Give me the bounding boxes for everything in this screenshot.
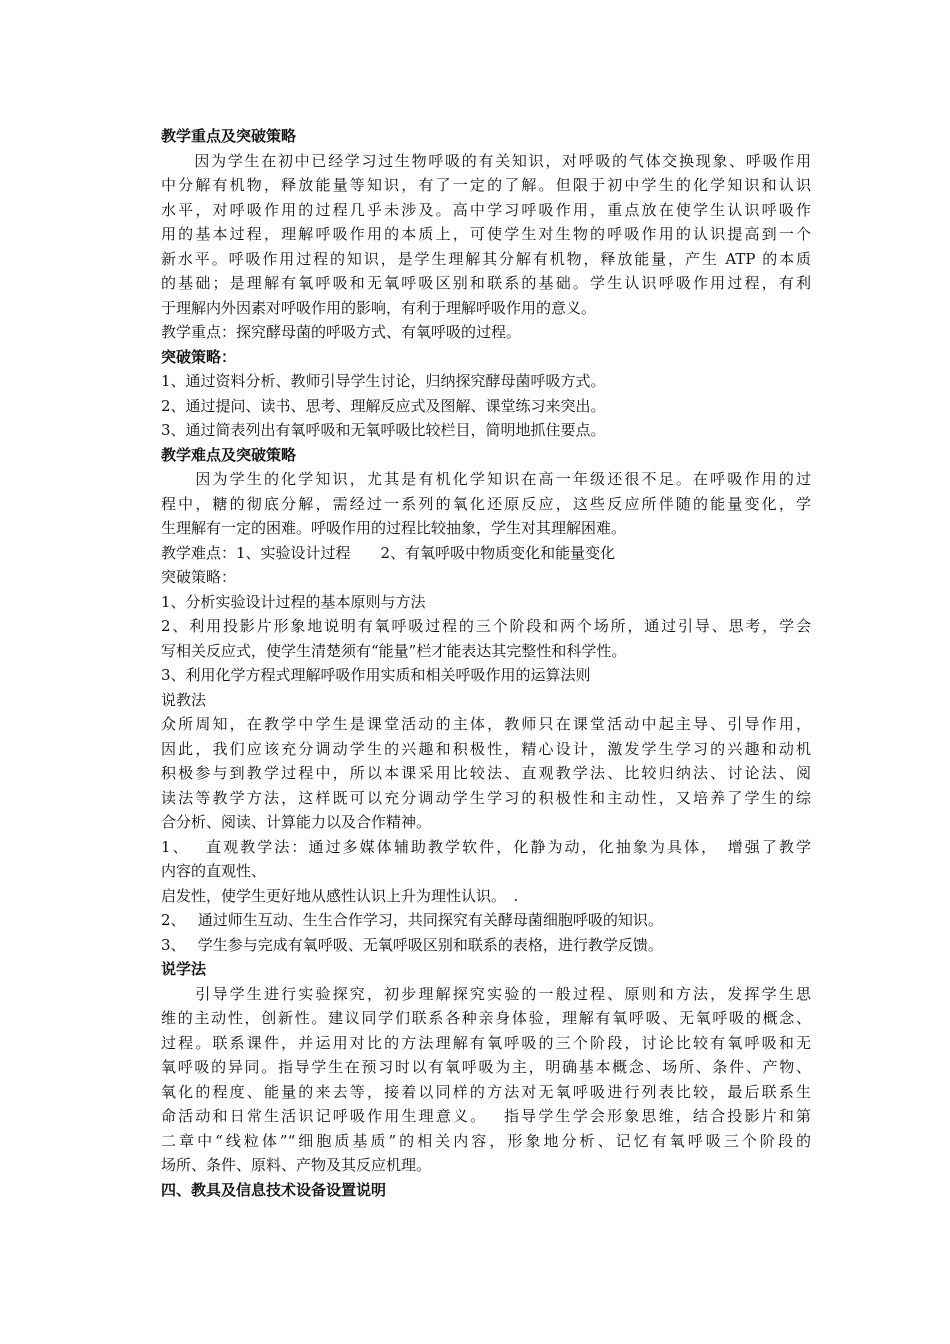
text-line: 突破策略： [161,568,237,586]
text-line: 教学难点：1、实验设计过程 2、有氧呼吸中物质变化和能量变化 [161,543,616,562]
text-line: 生理解有一定的困难。呼吸作用的过程比较抽象，学生对其理解困难。 [161,519,627,537]
text-line: 氧呼吸的异同。指导学生在预习时以有氧呼吸为主，明确基本概念、场所、条件、产物、 [161,1058,811,1076]
text-line: 过程。联系课件，并运用对比的方法理解有氧呼吸的三个阶段，讨论比较有氧呼吸和无 [161,1033,811,1052]
text-line: 因为学生的化学知识，尤其是有机化学知识在高一年级还很不足。在呼吸作用的过 [161,470,811,488]
text-line: 写相关反应式，使学生清楚须有“能量”栏才能表达其完整性和科学性。 [161,641,627,660]
text-line: 命活动和日常生活识记呼吸作用生理意义。 指导学生学会形象思维，结合投影片和第 [161,1107,811,1125]
section-heading: 教学重点及突破策略 [161,127,297,145]
section-heading: 说学法 [161,960,207,978]
text-line: 2、利用投影片形象地说明有氧呼吸过程的三个阶段和两个场所，通过引导、思考，学会 [161,617,811,635]
document-body [161,124,811,1202]
text-line: 1、 直观教学法：通过多媒体辅助教学软件，化静为动，化抽象为具体， 增强了教学 [161,837,811,856]
text-line: 1、分析实验设计过程的基本原则与方法 [161,592,426,611]
section-heading: 教学难点及突破策略 [161,445,297,464]
text-line: 合分析、阅读、计算能力以及合作精神。 [161,813,432,831]
text-line: 中分解有机物，释放能量等知识，有了一定的了解。但限于初中学生的化学知识和认识 [161,176,811,194]
text-line: 3、 学生参与完成有氧呼吸、无氧呼吸区别和联系的表格，进行教学反馈。 [161,935,663,954]
text-line: 于理解内外因素对呼吸作用的影响，有利于理解呼吸作用的意义。 [161,298,597,317]
text-line: 说教法 [161,690,207,709]
text-line: 3、利用化学方程式理解呼吸作用实质和相关呼吸作用的运算法则 [161,666,591,684]
text-line: 的基础；是理解有氧呼吸和无氧呼吸区别和联系的基础。学生认识呼吸作用过程，有利 [161,274,811,292]
text-line: 场所、条件、原料、产物及其反应机理。 [161,1156,432,1174]
text-line: 积极参与到教学过程中，所以本课采用比较法、直观教学法、比较归纳法、讨论法、阅 [161,764,811,782]
text-line: 维的主动性，创新性。建议同学们联系各种亲身体验，理解有氧呼吸、无氧呼吸的概念、 [161,1009,811,1027]
text-line: 水平，对呼吸作用的过程几乎未涉及。高中学习呼吸作用，重点放在使学生认识呼吸作 [161,200,811,219]
text-line: 氧化的程度、能量的来去等，接着以同样的方法对无氧呼吸进行列表比较，最后联系生 [161,1082,811,1101]
text-line: 众所周知，在教学中学生是课堂活动的主体，教师只在课堂活动中起主导、引导作用， [161,715,811,733]
text-line: 内容的直观性、 [161,862,267,880]
text-line: 2、通过提问、读书、思考、理解反应式及图解、课堂练习来突出。 [161,396,606,415]
text-line: 因此，我们应该充分调动学生的兴趣和积极性，精心设计，激发学生学习的兴趣和动机 [161,739,811,758]
section-heading: 突破策略： [161,347,237,366]
text-line: 因为学生在初中已经学习过生物呼吸的有关知识，对呼吸的气体交换现象、呼吸作用 [161,151,811,170]
text-line: 二章中“线粒体”“细胞质基质”的相关内容，形象地分析、记忆有氧呼吸三个阶段的 [161,1131,811,1150]
text-line: 2、 通过师生互动、生生合作学习，共同探究有关酵母菌细胞呼吸的知识。 [161,911,663,929]
text-line: 引导学生进行实验探究，初步理解探究实验的一般过程、原则和方法，发挥学生思 [161,984,811,1003]
text-line: 用的基本过程，理解呼吸作用的本质上，可使学生对生物的呼吸作用的认识提高到一个 [161,225,811,243]
text-line: 读法等教学方法，这样既可以充分调动学生学习的积极性和主动性，又培养了学生的综 [161,788,811,807]
text-line: 程中，糖的彻底分解，需经过一系列的氧化还原反应，这些反应所伴随的能量变化，学 [161,494,811,513]
text-line: 教学重点：探究酵母菌的呼吸方式、有氧呼吸的过程。 [161,323,522,341]
section-heading: 四、教具及信息技术设备设置说明 [161,1180,387,1199]
text-line: 启发性，使学生更好地从感性认识上升为理性认识。 . [161,886,519,905]
text-line: 新水平。呼吸作用过程的知识，是学生理解其分解有机物，释放能量，产生 ATP 的本质 [161,249,811,268]
text-line: 1、通过资料分析、教师引导学生讨论，归纳探究酵母菌呼吸方式。 [161,372,606,390]
text-line: 3、通过简表列出有氧呼吸和无氧呼吸比较栏目，简明地抓住要点。 [161,421,606,439]
